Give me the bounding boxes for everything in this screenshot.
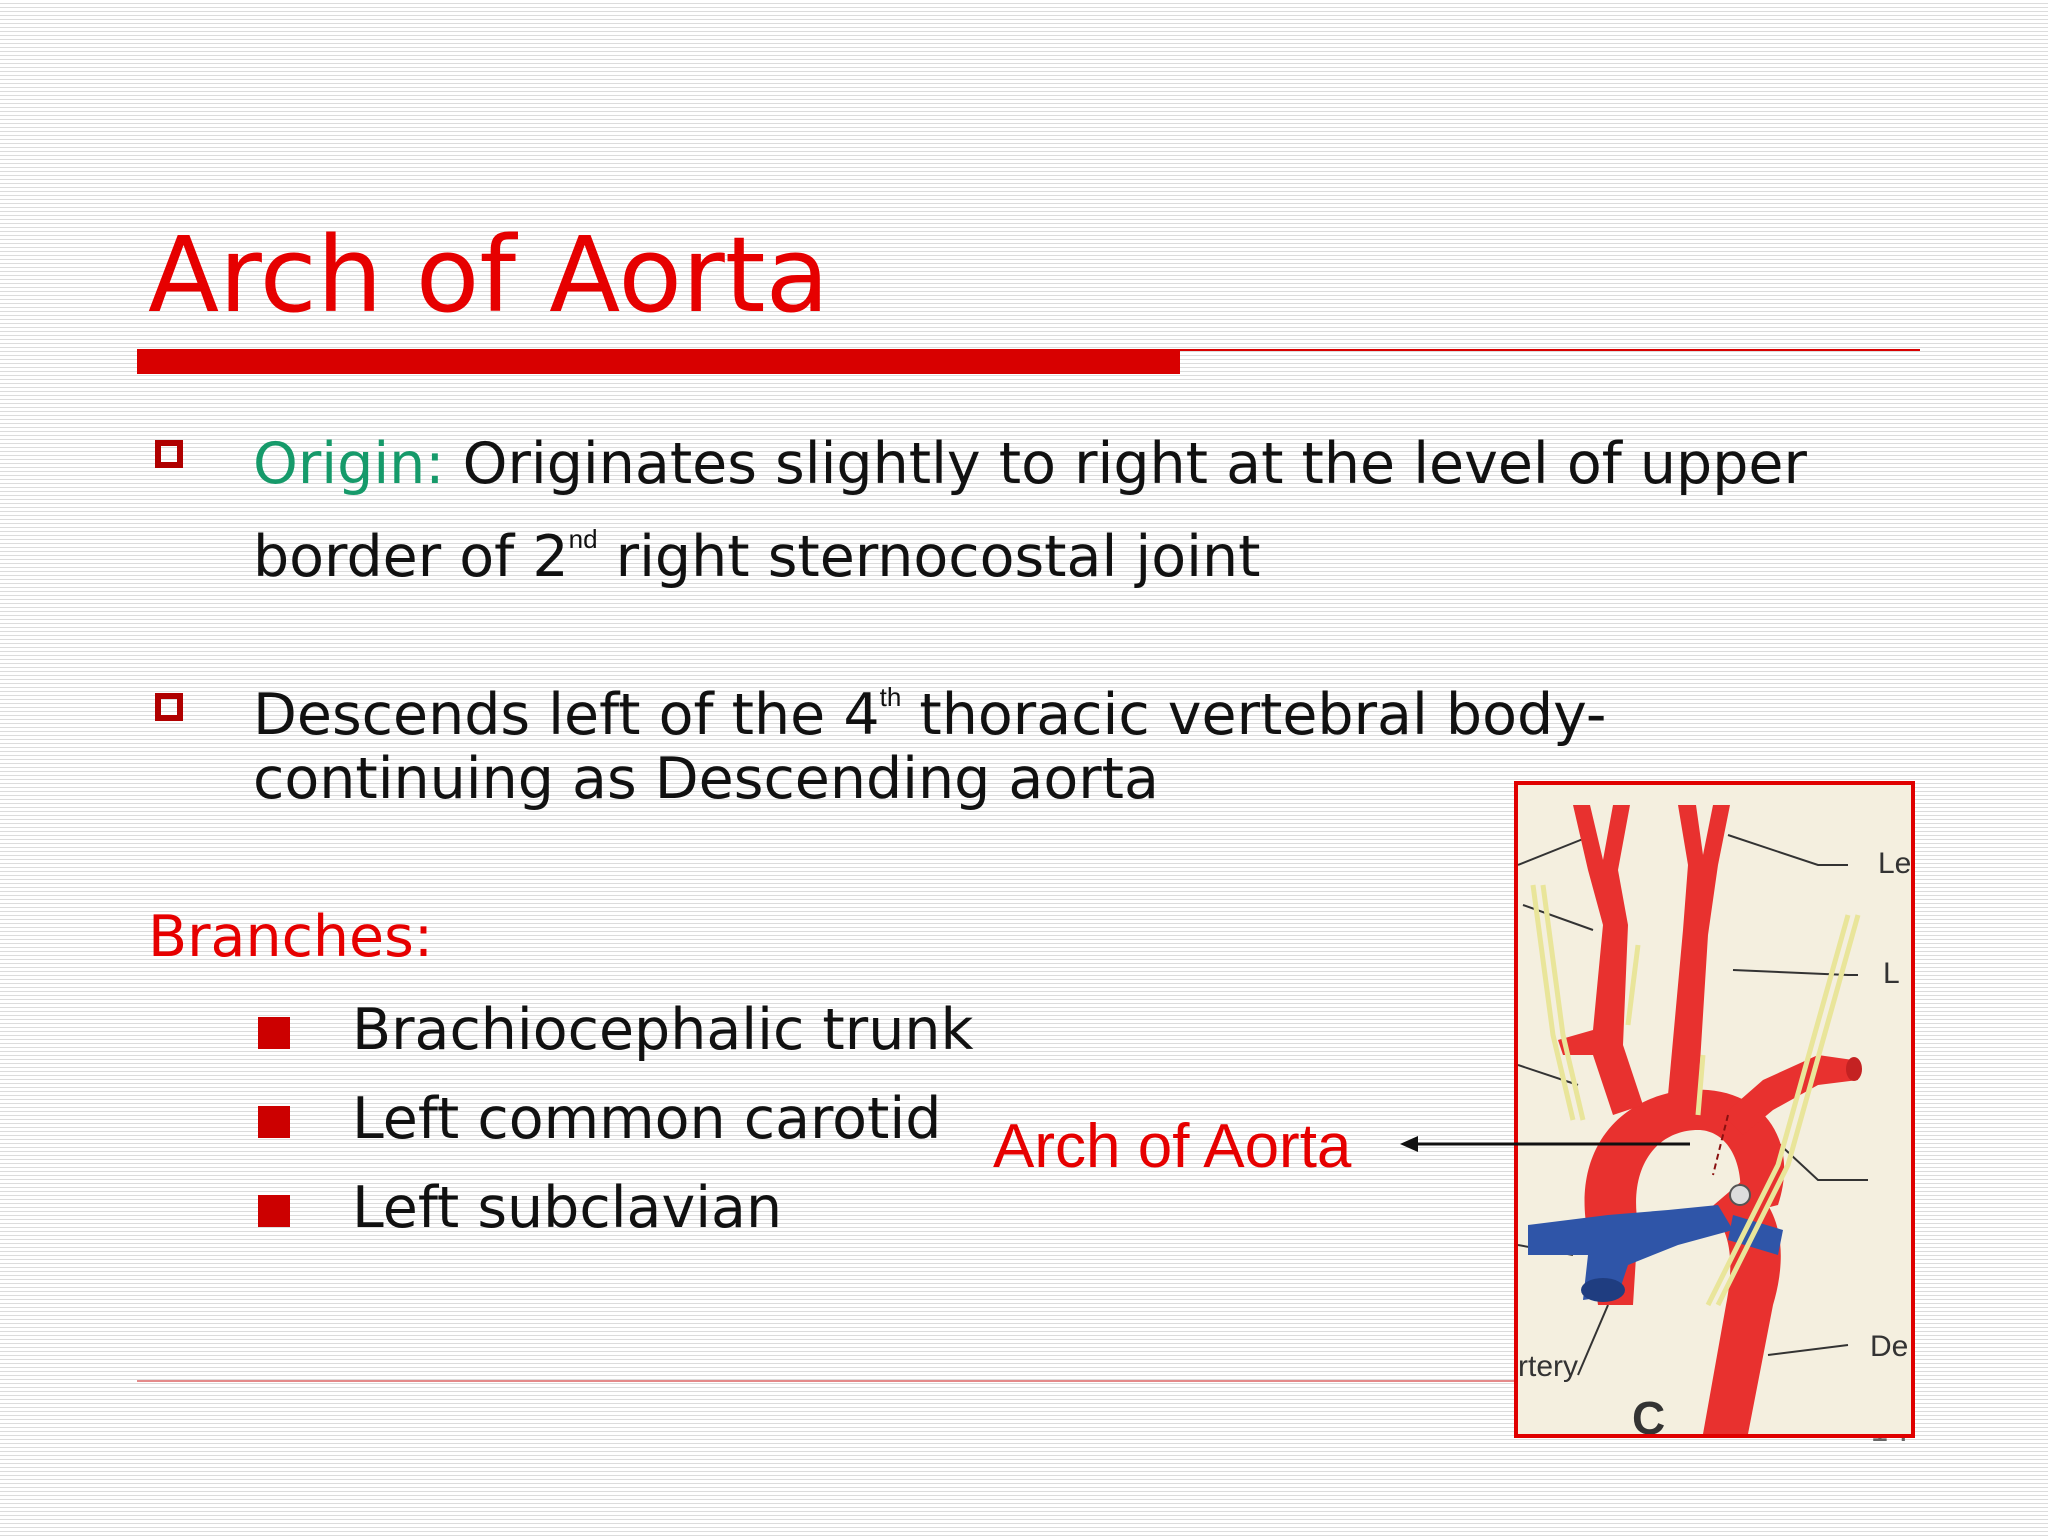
- origin-text-end: right sternocostal joint: [597, 524, 1261, 590]
- solid-square-bullet-icon: [258, 1106, 290, 1138]
- figure-label-partial: Le: [1878, 847, 1912, 880]
- hollow-square-bullet-icon: [155, 693, 183, 721]
- superscript-th: th: [879, 682, 902, 712]
- descends-text-end: thoracic vertebral body- continuing as Descending aorta: [253, 682, 1607, 812]
- aortic-arch-illustration: [1514, 781, 1915, 1438]
- title-underline-thin: [1180, 349, 1920, 351]
- figure-panel-letter: C: [1632, 1392, 1666, 1438]
- arch-callout-label: Arch of Aorta: [993, 1112, 1352, 1181]
- solid-square-bullet-icon: [258, 1017, 290, 1049]
- slide-title: Arch of Aorta: [148, 214, 830, 336]
- origin-term: Origin:: [253, 431, 445, 497]
- superscript-nd: nd: [568, 524, 598, 554]
- descends-text: Descends left of the 4: [253, 682, 880, 748]
- branch-label: Left subclavian: [352, 1175, 783, 1241]
- origin-paragraph: [253, 418, 1933, 604]
- title-underline-thick: [137, 349, 1180, 374]
- figure-label-partial: L: [1883, 957, 1900, 990]
- branch-label: Brachiocephalic trunk: [352, 997, 974, 1063]
- branches-heading: Branches:: [148, 904, 434, 970]
- anatomy-drawing: [1518, 785, 1911, 1434]
- hollow-square-bullet-icon: [155, 440, 183, 468]
- footer-rule: [137, 1380, 1517, 1382]
- origin-text: Originates slightly to right at the level of upper border of 2: [253, 431, 1807, 590]
- solid-square-bullet-icon: [258, 1195, 290, 1227]
- figure-label-partial: De: [1870, 1330, 1909, 1363]
- branch-label: Left common carotid: [352, 1086, 942, 1152]
- figure-label-partial: rtery: [1518, 1350, 1578, 1383]
